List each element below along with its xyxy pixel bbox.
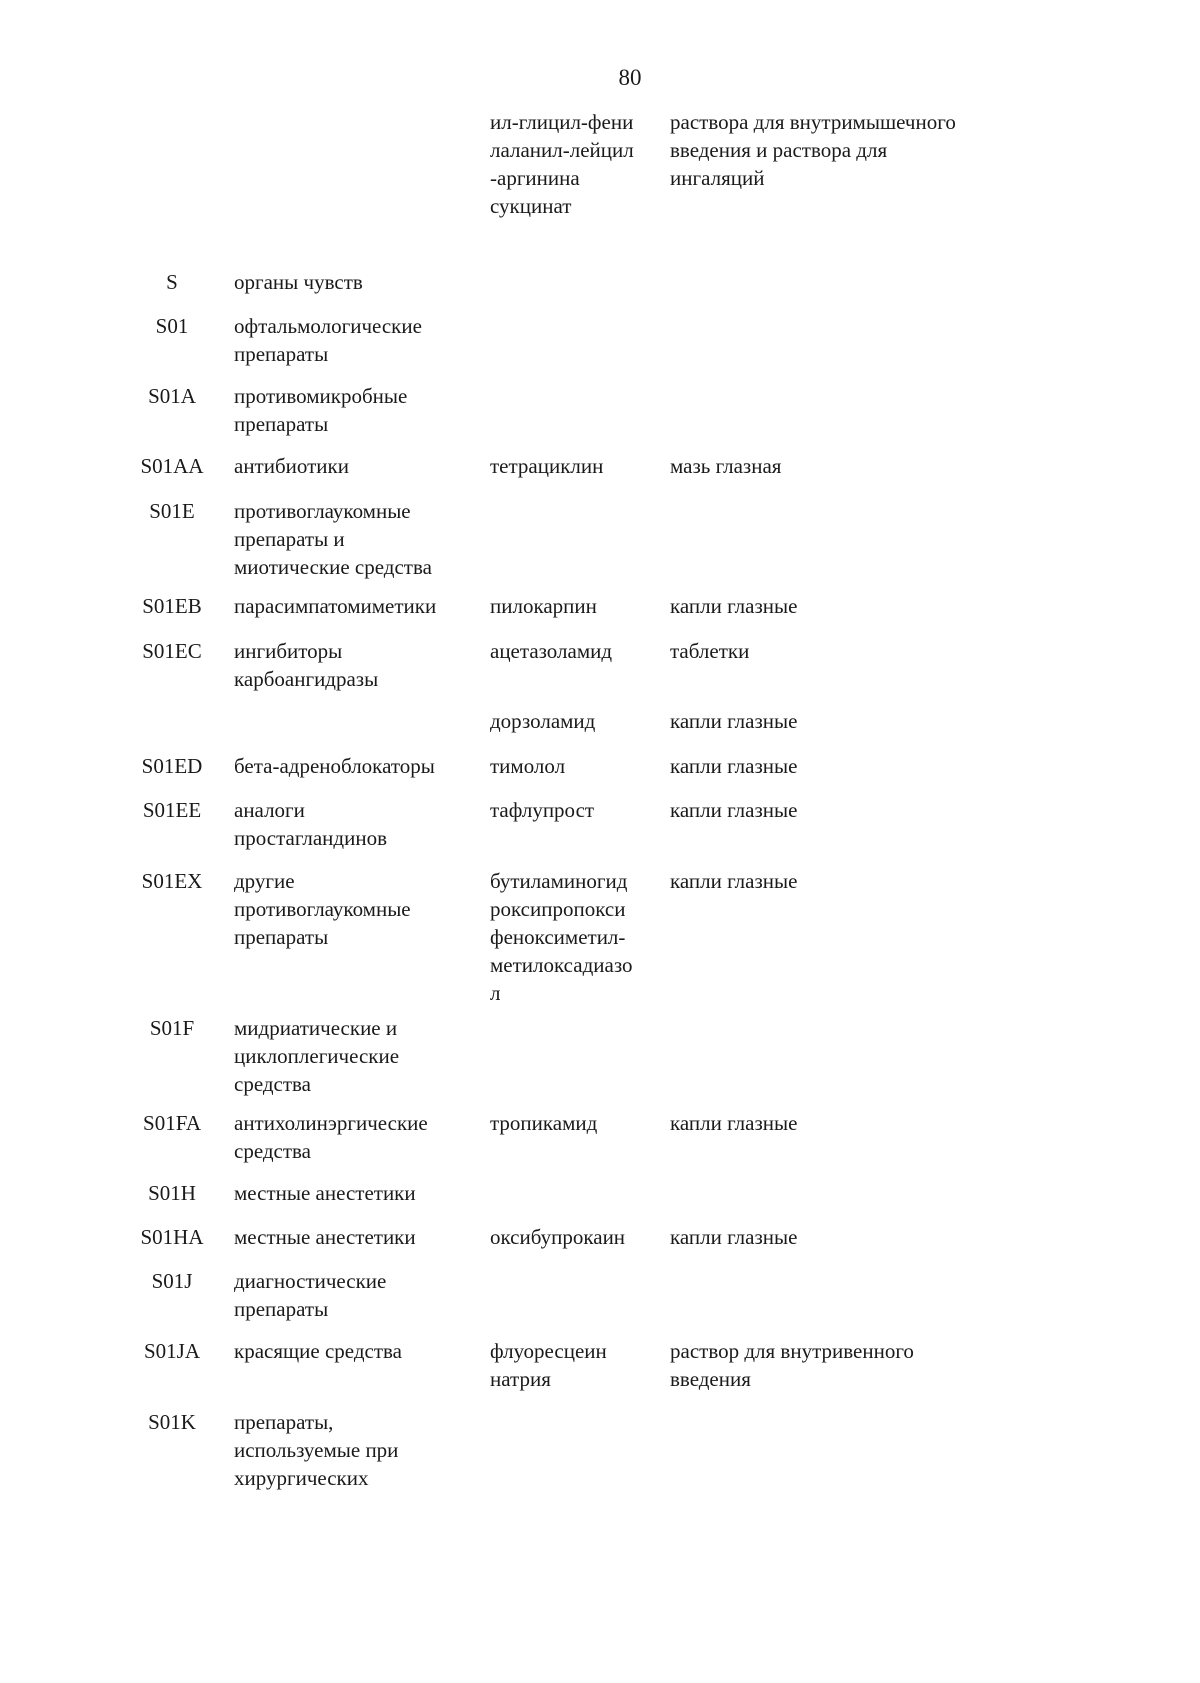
atc-code-cell: S	[166, 270, 178, 294]
anatomical-group-cell: другие противоглаукомные препараты	[234, 869, 411, 949]
atc-code-cell: S01EX	[141, 869, 203, 893]
atc-code-cell: S01H	[148, 1181, 196, 1205]
atc-code-cell: S01J	[151, 1269, 193, 1293]
dosage-form-cell: капли глазные	[670, 709, 798, 733]
atc-code-cell: S01ED	[141, 754, 203, 778]
anatomical-group-cell: ингибиторы карбоангидразы	[234, 639, 379, 691]
anatomical-group-cell: органы чувств	[234, 270, 363, 294]
anatomical-group-cell: препараты, используемые при хирургических	[234, 1410, 399, 1490]
atc-code-cell: S01JA	[143, 1339, 201, 1363]
drug-name-cell: тафлупрост	[490, 798, 595, 822]
dosage-form-cell: капли глазные	[670, 594, 798, 618]
atc-code-cell: S01HA	[140, 1225, 204, 1249]
dosage-form-cell: капли глазные	[670, 1111, 798, 1135]
atc-code-cell: S01F	[149, 1016, 195, 1040]
anatomical-group-cell: антихолинэргические средства	[234, 1111, 428, 1163]
anatomical-group-cell: диагностические препараты	[234, 1269, 387, 1321]
atc-code-cell: S01K	[148, 1410, 196, 1434]
atc-code-cell: S01EB	[142, 594, 202, 618]
anatomical-group-cell: бета-адреноблокаторы	[234, 754, 435, 778]
dosage-form-cell: раствор для внутривенного введения	[670, 1339, 914, 1391]
dosage-form-cell: таблетки	[670, 639, 750, 663]
anatomical-group-cell: аналоги простагландинов	[234, 798, 387, 850]
dosage-form-cell: капли глазные	[670, 1225, 798, 1249]
drug-name-cell: оксибупрокаин	[490, 1225, 626, 1249]
anatomical-group-cell: противомикробные препараты	[234, 384, 408, 436]
drug-name-cell: тетрациклин	[490, 454, 604, 478]
drug-name-cell: пилокарпин	[490, 594, 597, 618]
drug-name-cell: ацетазоламид	[490, 639, 613, 663]
atc-code-cell: S01AA	[140, 454, 204, 478]
drug-name-cell: флуоресцеин натрия	[490, 1339, 607, 1391]
anatomical-group-cell: местные анестетики	[234, 1181, 416, 1205]
dosage-form-cell: мазь глазная	[670, 454, 782, 478]
atc-code-cell: S01EC	[142, 639, 202, 663]
atc-code-cell: S01E	[149, 499, 195, 523]
drug-name-cell: ил-глицил-фени лаланил-лейцил -аргинина сукцинат	[490, 110, 634, 218]
anatomical-group-cell: офтальмологические препараты	[234, 314, 422, 366]
drug-name-cell: бутиламиногид роксипропокси феноксиметил- метилоксадиазо л	[490, 869, 633, 1005]
dosage-form-cell: раствора для внутримышечного введения и раствора для ингаляций	[670, 110, 956, 190]
atc-code-cell: S01FA	[143, 1111, 201, 1135]
anatomical-group-cell: красящие средства	[234, 1339, 402, 1363]
anatomical-group-cell: парасимпатомиметики	[234, 594, 437, 618]
drug-name-cell: тропикамид	[490, 1111, 598, 1135]
atc-code-cell: S01EE	[142, 798, 202, 822]
anatomical-group-cell: мидриатические и циклоплегические средства	[234, 1016, 400, 1096]
atc-code-cell: S01A	[148, 384, 196, 408]
atc-code-cell: S01	[155, 314, 189, 338]
anatomical-group-cell: местные анестетики	[234, 1225, 416, 1249]
drug-name-cell: дорзоламид	[490, 709, 596, 733]
dosage-form-cell: капли глазные	[670, 869, 798, 893]
dosage-form-cell: капли глазные	[670, 798, 798, 822]
anatomical-group-cell: противоглаукомные препараты и миотические средства	[234, 499, 432, 579]
page-number: 80	[618, 65, 642, 90]
anatomical-group-cell: антибиотики	[234, 454, 349, 478]
dosage-form-cell: капли глазные	[670, 754, 798, 778]
drug-name-cell: тимолол	[490, 754, 566, 778]
